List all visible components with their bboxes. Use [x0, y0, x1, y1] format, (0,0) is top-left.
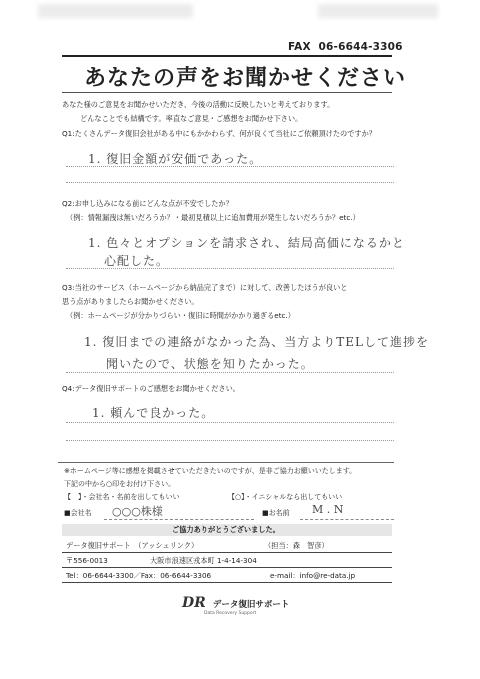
answer-1-line-1: 1. 復旧金額が安価であった。: [88, 152, 263, 166]
fax-number: FAX 06-6644-3306: [288, 41, 403, 53]
answer-rule: [66, 268, 394, 269]
answer-2-line-2: 心配した。: [104, 254, 170, 268]
name-underline: [300, 519, 394, 520]
company-value[interactable]: ○○○株様: [112, 505, 163, 518]
footer-rule: [62, 582, 392, 583]
intro-line-2: どんなことでも結構です。率直なご意見・ご感想をお聞かせ下さい。: [80, 114, 303, 123]
company-name: データ復旧サポート （アッシュリンク）: [66, 541, 199, 550]
redacted-header-left: [38, 4, 193, 18]
answer-rule: [66, 372, 394, 373]
email[interactable]: e-mail：info@re-data.jp: [270, 571, 356, 580]
consent-line-1: ※ホームページ等に感想を掲載させていただきたいのですが、是非ご協力お願いいたします。: [64, 467, 357, 475]
company-logo: [182, 592, 289, 616]
answer-rule: [66, 440, 394, 441]
answer-3-line-1: 1. 復旧までの連絡がなかった為、当方よりTELして進捗を: [84, 335, 429, 349]
consent-option-full-name[interactable]: 【 】・会社名・名前を出してもいい: [64, 493, 180, 501]
address: 大阪市浪速区戎本町 1-4-14-304: [150, 556, 257, 565]
tel-fax: Tel：06-6644-3300／Fax：06-6644-3306: [66, 571, 212, 580]
name-value[interactable]: M . N: [312, 503, 344, 516]
logo-text: データ復旧サポート: [212, 600, 290, 610]
thanks-text: ご協力ありがとうございました。: [172, 525, 280, 534]
question-3-label-2: 思う点がありましたらお聞かせください。: [62, 297, 199, 306]
answer-2-line-1: 1. 色々とオプションを請求され、結局高価になるかと: [88, 236, 405, 250]
title-rule: [62, 92, 392, 93]
postal-code: 〒556-0013: [66, 556, 108, 565]
page-title: あなたの声をお聞かせください: [84, 66, 407, 91]
top-rule: [62, 55, 392, 57]
answer-3-line-2: 聞いたので、状態を知りたかった。: [106, 357, 314, 371]
redacted-header-right: [318, 4, 438, 18]
question-2-note: （例：情報漏洩は無いだろうか？・最初見積以上に追加費用が発生しないだろうか？etc.）: [66, 213, 360, 222]
question-2-label: Q2:お申し込みになる前にどんな点が不安でしたか？: [62, 199, 233, 208]
answer-rule: [66, 422, 394, 423]
logo-subtext: Data Recovery Support: [204, 611, 257, 616]
consent-option-initials[interactable]: 【○】・イニシャルなら出してもいい: [228, 493, 343, 501]
name-label: ■お名前: [262, 509, 290, 517]
footer-rule: [62, 552, 392, 553]
question-4-label: Q4:データ復旧サポートのご感想をお聞かせください。: [62, 384, 240, 393]
company-label: ■会社名: [64, 509, 92, 517]
consent-line-2: 下記の中から○印をお付け下さい。: [64, 480, 176, 488]
answer-rule: [66, 166, 394, 167]
answer-4-line-1: 1. 頼んで良かった。: [92, 406, 215, 420]
question-1-label: Q1:たくさんデータ復旧会社がある中にもかかわらず、何が良くて当社にご依頼頂けたのですか？: [62, 129, 376, 138]
intro-line-1: あなた様のご意見をお聞かせいただき、今後の活動に反映したいと考えております。: [62, 100, 335, 109]
question-3-note: （例：ホームページが分かりづらい・復旧に時間がかかり過ぎるetc.）: [66, 311, 295, 320]
answer-rule: [66, 182, 394, 183]
footer-rule: [62, 567, 392, 568]
contact-person: （担当：森 智彦）: [264, 541, 329, 550]
company-underline: [104, 519, 254, 520]
logo-mark: DR: [182, 595, 206, 611]
question-3-label: Q3:当社のサービス（ホームページから納品完了まで）に対して、改善したほうが良いと: [62, 283, 348, 292]
